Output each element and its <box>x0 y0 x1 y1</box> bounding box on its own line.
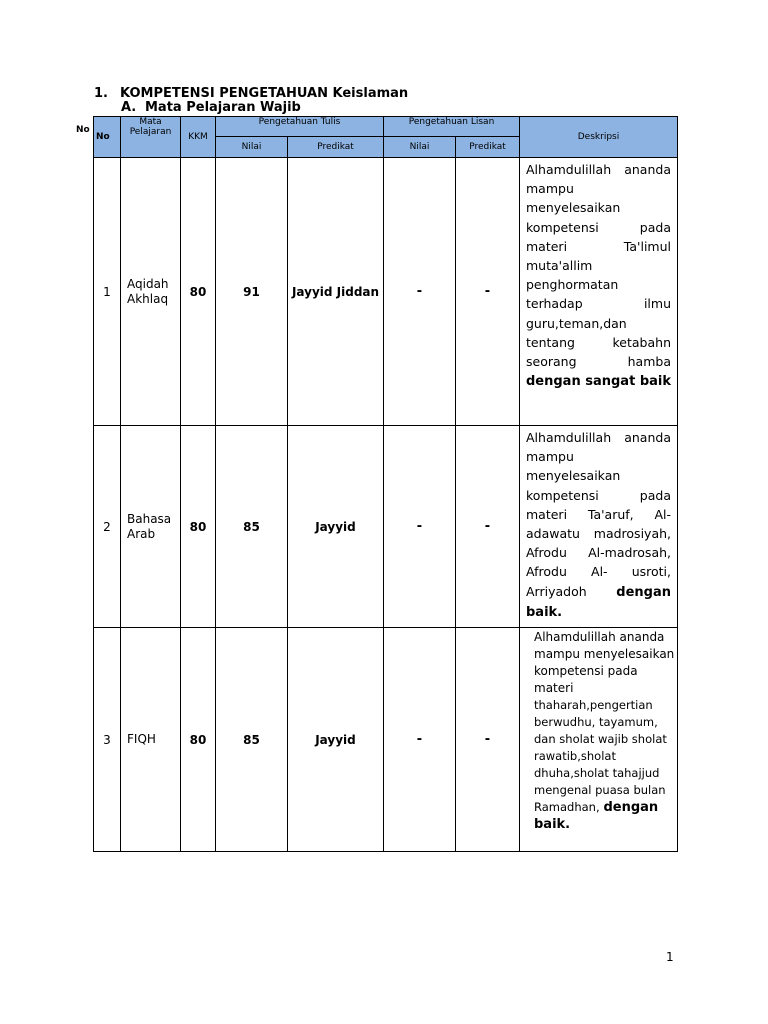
header-predikat-lisan: Predikat <box>456 137 520 158</box>
row-subject: Aqidah Akhlaq <box>121 158 181 426</box>
row-subject: FIQH <box>121 628 181 852</box>
header-pengetahuan-lisan: Pengetahuan Lisan <box>384 117 520 137</box>
deskripsi-text: Alhamdulillah ananda mampu menyelesaikan kompetensi pada materi Ta'aruf, Al-adawatu madrosiyah, Afrodu Al-madrosah, Afrodu Al- usroti, Arriyadoh <box>526 430 671 599</box>
deskripsi-detail: thaharah,pengertian berwudhu, tayamum, dan sholat wajib sholat rawatib,sholat dhuha,sholat tahajjud mengenal puasa bulan Ramadhan, <box>534 698 667 814</box>
table-row <box>94 628 678 852</box>
row-no: 2 <box>94 426 121 628</box>
row-nilai-tulis: 85 <box>216 426 288 628</box>
row-predikat-lisan: - <box>456 158 520 426</box>
section-title: KOMPETENSI PENGETAHUAN Keislaman <box>120 86 409 101</box>
row-nilai-lisan: - <box>384 426 456 628</box>
table-row <box>94 158 678 426</box>
row-predikat-tulis: Jayyid <box>288 628 384 852</box>
header-mata-pelajaran: Mata Pelajaran <box>121 117 181 158</box>
row-no: 3 <box>94 628 121 852</box>
row-kkm: 80 <box>181 628 216 852</box>
header-predikat-tulis: Predikat <box>288 137 384 158</box>
header-deskripsi: Deskripsi <box>520 117 678 158</box>
header-kkm: KKM <box>181 117 216 158</box>
deskripsi-emphasis: dengan baik. <box>534 800 659 832</box>
header-no: No <box>94 117 121 158</box>
header-nilai-tulis: Nilai <box>216 137 288 158</box>
row-kkm: 80 <box>181 426 216 628</box>
row-deskripsi <box>520 158 678 426</box>
table-row <box>94 426 678 628</box>
header-pengetahuan-tulis: Pengetahuan Tulis <box>216 117 384 137</box>
section-number: 1. <box>94 86 108 101</box>
row-subject: Bahasa Arab <box>121 426 181 628</box>
row-predikat-lisan: - <box>456 628 520 852</box>
row-no: 1 <box>94 158 121 426</box>
row-predikat-lisan: - <box>456 426 520 628</box>
deskripsi-text: Alhamdulillah ananda mampu menyelesaikan kompetensi pada materi Ta'limul muta'allim penghormatan terhadap ilmu guru,teman,dan tentang ketabahn seorang hamba <box>526 162 671 370</box>
row-nilai-tulis: 85 <box>216 628 288 852</box>
section-heading <box>94 86 408 101</box>
row-predikat-tulis: Jayyid <box>288 426 384 628</box>
deskripsi-emphasis: dengan sangat baik <box>526 374 671 390</box>
row-predikat-tulis: Jayyid Jiddan <box>288 158 384 426</box>
table-header-row <box>94 117 678 137</box>
row-kkm: 80 <box>181 158 216 426</box>
row-deskripsi <box>520 628 678 852</box>
page-number: 1 <box>666 950 674 964</box>
grades-table <box>93 116 678 852</box>
header-nilai-lisan: Nilai <box>384 137 456 158</box>
deskripsi-emphasis: dengan baik. <box>526 584 671 620</box>
row-deskripsi <box>520 426 678 628</box>
subsection-heading <box>121 100 301 115</box>
deskripsi-lead: Alhamdulillah ananda mampu menyelesaikan kompetensi pada materi <box>534 630 675 695</box>
row-nilai-lisan: - <box>384 158 456 426</box>
subsection-letter: A. <box>121 100 137 115</box>
stray-no-label: No <box>76 125 90 135</box>
row-nilai-lisan: - <box>384 628 456 852</box>
row-nilai-tulis: 91 <box>216 158 288 426</box>
subsection-title: Mata Pelajaran Wajib <box>145 100 301 115</box>
